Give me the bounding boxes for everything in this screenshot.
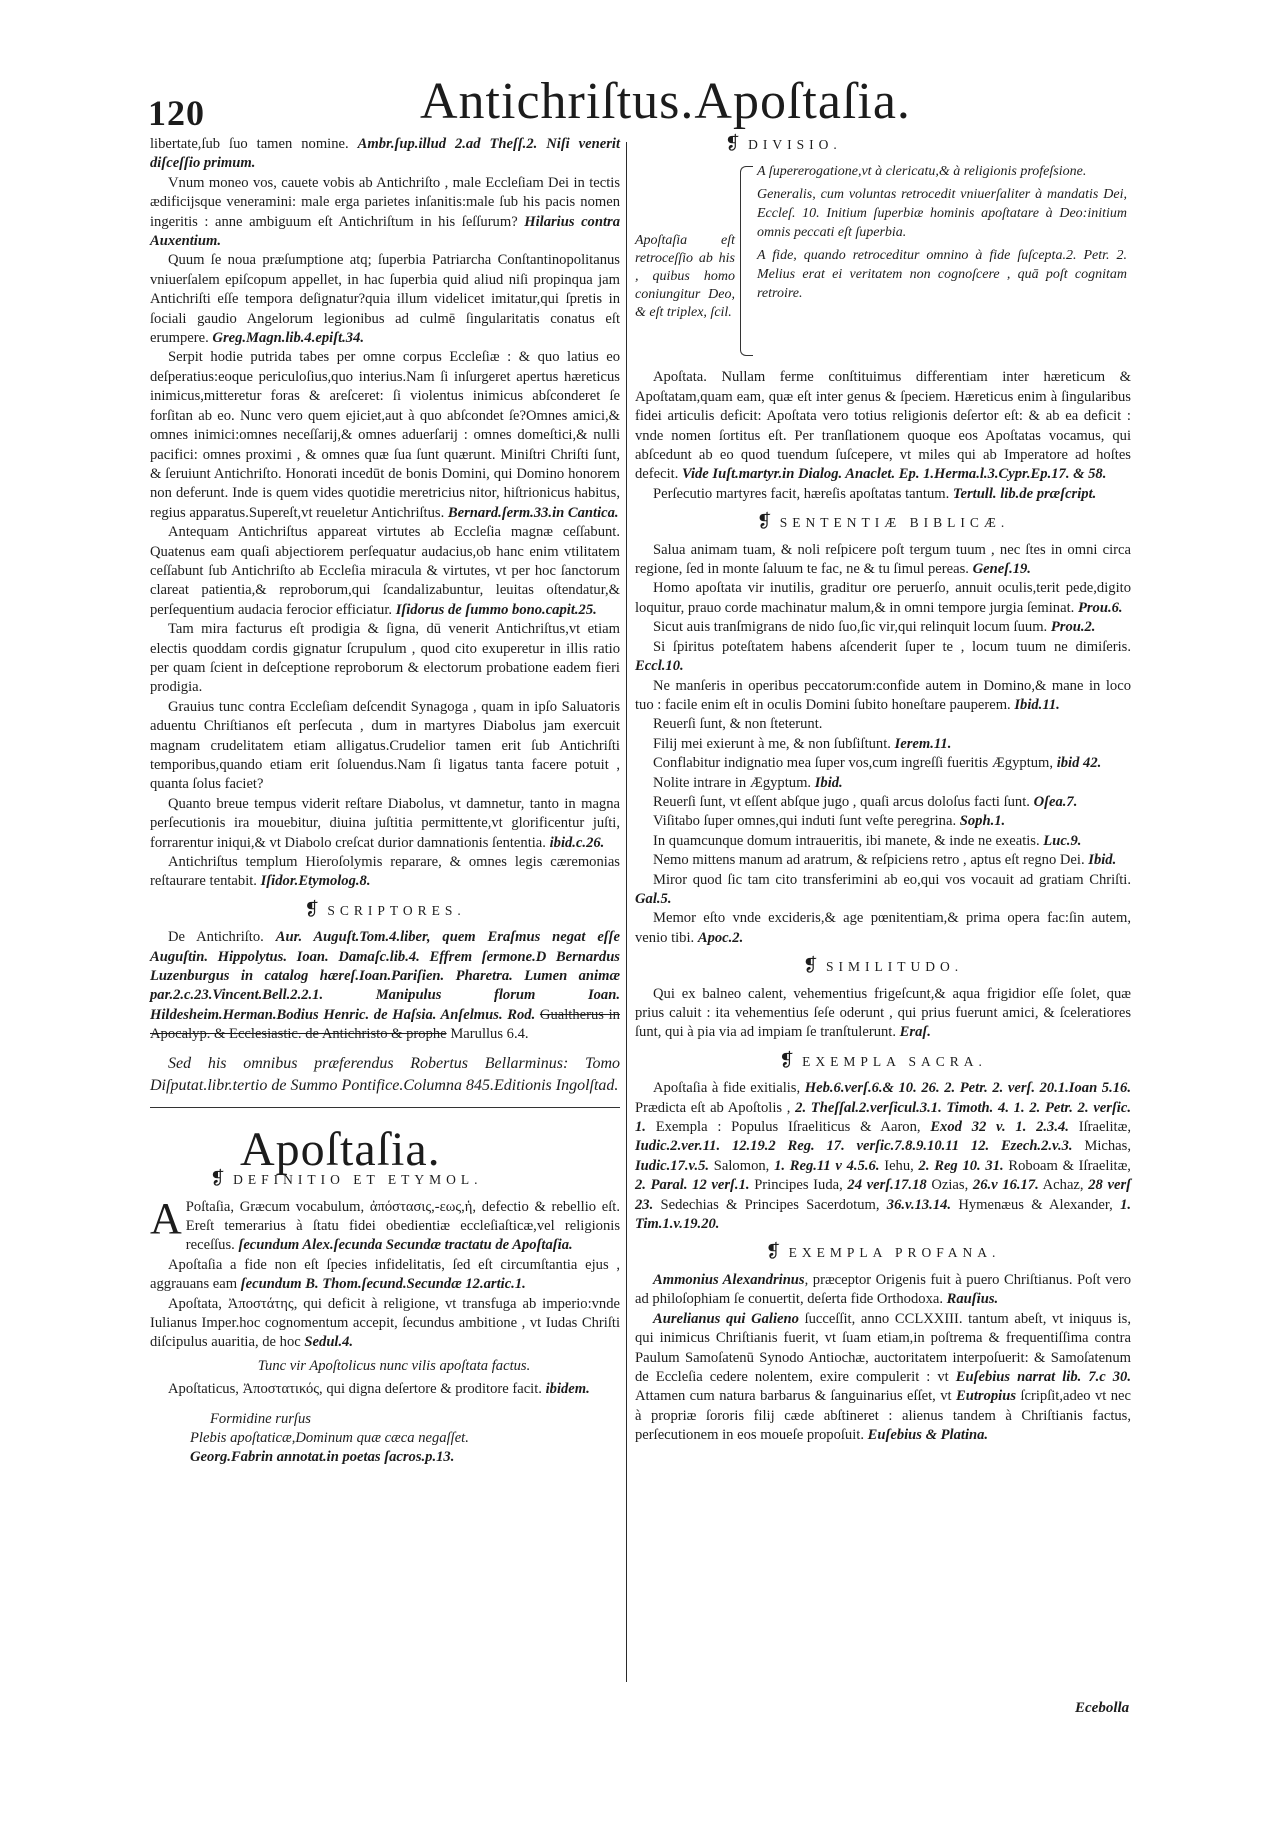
division-items [757, 162, 1127, 307]
paragraph: Apoſtata. Nullam ferme conſtituimus differentiam inter hæreticum & Apoſtatam,quam eam, quæ eſt inter genus & ſpeciem. Hæreticus enim à ſingularibus fidei articulis deficit: Apoſtata vero totius religionis deſertor eſt: & ab ea deficit : vnde nomen ſortitus eſt. Per tranſlationem quoque eos Apoſtatas vocamus, qui abſcedunt ab eo quod tuendum ſuſcepere, vt miles qui ab Imperatore ad hoſtes defecit. Vide Iuſt.martyr.in Dialog. Anaclet. Ep. 1.Herma.l.3.Cypr.Ep.17. & 58. [635, 369, 1131, 483]
catchword: Ecebolla [1075, 1700, 1130, 1716]
paragraph: Reuerſi ſunt, vt eſſent abſque jugo , quaſi arcus doloſus facti ſunt. Oſea.7. [653, 793, 1078, 810]
paragraph: Miror quod ſic tam cito transferimini ab eo,qui vos vocauit ad gratiam Chriſti. Gal.5. [635, 871, 1131, 907]
paragraph: Grauius tunc contra Eccleſiam deſcendit Synagoga , quam in ipſo Saluatoris aduentu Chriſtianos eſt perſecuta , dum in martyres Diabolus jam exercuit magnam crudelitatem etiam alligatus.Crudelior tamen erit ſub Antichriſti temporibus,quando etiam erit ſoluendus.Nam ſi ligatus tanta facere potuit , quanta ſolus faciet? [150, 698, 620, 793]
paragraph: Viſitabo ſuper omnes,qui induti ſunt veſte peregrina. Soph.1. [653, 813, 1006, 830]
paragraph: Homo apoſtata vir inutilis, graditur ore peruerſo, annuit oculis,terit pede,digito loquitur, prauo corde machinatur malum,& in omni tempore jurgia ſeminat. Prou.6. [635, 580, 1131, 616]
paragraph: Apoſtaticus, Ἀποστατικός, qui digna deſertore & proditore facit. ibidem. [168, 1381, 590, 1398]
division-lead: Apoſtaſia eſt retroceſſio ab his , quibus homo coniungitur Deo, & eſt triplex, ſcil. [635, 233, 735, 321]
section-divider [150, 1107, 620, 1108]
paragraph: Vnum moneo vos, cauete vobis ab Antichriſto , male Eccleſiam Dei in tectis ædificijsque veneramini: male erga parietes inſanitis:male ſub his pacis nomen ingeritis : anne ambiguum eſt Antichriſtum in his ſeſſurum? Hilarius contra Auxentium. [150, 174, 620, 250]
left-column [150, 135, 620, 1468]
paragraph: Filij mei exierunt à me, & non ſubſiſtunt. Ierem.11. [653, 735, 952, 752]
pilcrow-icon: ❡ [304, 898, 320, 919]
footnote: Formidine rurſus Plebis apoſtaticæ,Dominum quæ cæca negaſſet. Georg.Fabrin annotat.in poetas ſacros.p.13. [190, 1410, 469, 1466]
paragraph: Antichriſtus templum Hieroſolymis reparare, & omnes legis cæremonias reſtaurare tentabit. Iſidor.Etymolog.8. [150, 854, 620, 890]
paragraph: Aurelianus qui Galieno ſucceſſit, anno CCLXXIII. tantum abeſt, vt iniquus is, qui inimicus Chriſtianis fuerit, vt ſuam etiam,in poſtrema & frequentiſſima contra Paulum Samoſatenū Synodo Antiochæ, auctoritatem interpoſuerit: & Samoſatenum de Eccleſia cedere nolentem, exire compulerit : vt Euſebius narrat lib. 7.c 30. Attamen cum natura barbarus & ſanguinarius eſſet, vt Eutropius ſcripſit,adeo vt nec à propriæ ſororis filij cæde abſtineret : alienus tandem à Chriſtianis factus, perſecutionem in eos moueſe propoſuit. Euſebius & Platina. [635, 1310, 1132, 1444]
division-item: Generalis, cum voluntas retrocedit vniuerſaliter à mandatis Dei, Eccleſ. 10. Initium ſuperbiæ hominis apoſtatare à Deo:initium omnis peccati eſt ſuperbia. [757, 187, 1127, 241]
paragraph: Apoſtaſia à fide exitialis, Heb.6.verſ.6.& 10. 26. 2. Petr. 2. verſ. 20.1.Ioan 5.16. Prædicta eſt ab Apoſtolis , 2. Theſſal.2.verſicul.3.1. Timoth. 4. 1. 2. Petr. 2. verſic. 1. Exempla : Populus Iſraeliticus & Aaron, Exod 32 v. 1. 2.3.4. Iſraelitæ, Iudic.2.ver.11. 12.19.2 Reg. 17. verſic.7.8.9.10.11 12. Ezech.2.v.3. Michas, Iudic.17.v.5. Salomon, 1. Reg.11 v 4.5.6. Iehu, 2. Reg 10. 31. Roboam & Iſraelitæ, 2. Paral. 12 verſ.1. Principes Iuda, 24 verſ.17.18 Ozias, 26.v 16.17. Achaz, 28 verſ 23. Sedechias & Principes Sacerdotum, 36.v.13.14. Hymenæus & Alexander, 1. Tim.1.v.19.20. [635, 1080, 1132, 1233]
paragraph: Qui ex balneo calent, vehementius frigeſcunt,& aqua frigidior eſſe ſolet, quæ prius caluit : ita vehementius ſeſe oderunt , qui prius fuerunt amici, & ſceleratiores ſunt, qui à pia via ad impiam ſe tranſtulerunt. Eraſ. [635, 985, 1131, 1041]
paragraph: Memor eſto vnde excideris,& age pœnitentiam,& prima opera fac:ſin autem, venio tibi. Apoc.2. [635, 910, 1131, 946]
paragraph: Salua animam tuam, & noli reſpicere poſt tergum tuum , nec ſtes in omni circa regione, ſed in monte ſaluum te fac, ne & tu ſimul pereas. Geneſ.19. [635, 541, 1131, 578]
paragraph: Reuerſi ſunt, & non ſteterunt. [653, 716, 823, 733]
paragraph: Conflabitur indignatio mea ſuper vos,cum ingreſſi fueritis Ægyptum, ibid 42. [653, 755, 1102, 772]
pilcrow-icon: ❡ [725, 133, 741, 153]
paragraph: De Antichriſto. Aur. Auguſt.Tom.4.liber, quem Eraſmus negat eſſe Auguſtin. Hippolytus. Ioan. Damaſc.lib.4. Effrem ſermone.D Bernardus Luzenburgus in catalog hæreſ.Ioan.Pariſien. Pharetra. Lumen animæ par.2.c.23.Vincent.Bell.2.2.1. Manipulus florum Ioan. Hildesheim.Herman.Bodius Henric. de Haſsia. Anſelmus. Rod. Gualtherus in Apocalyp. & Ecclesiastic. de Antichristo & prophe Marullus 6.4. [150, 929, 620, 1043]
struck-text: Gualtherus in Apocalyp. & Ecclesiastic. de Antichristo & prophe [150, 1006, 620, 1043]
section-heading-definitio: ❡ DEFINITIO ET ETYMOL. [210, 1168, 483, 1189]
drop-cap: A [150, 1193, 182, 1243]
paragraph: Serpit hodie putrida tabes per omne corpus Eccleſiæ : & quo latius eo deſperatius:eoque periculoſius,quo interius.Nam ſi inſurgeret apertus hæreticus inimicus,mitteretur foras & areſceret: ſi violentus inimicus abſconderet ſe forſitan ab eo. Nunc vero quem ejiciet,aut à quo abſcondet ſe?Omnes amici,& omnes inimici:omnes neceſſarij,& omnes aduerſarij : omnes domeſtici,& nulli pacifici: omnes proximi , & omnes quæ ſua ſunt quærunt. Miniſtri Chriſti ſunt, & ſeruiunt Antichriſto. Honorati incedūt de bonis Domini, qui Domino honorem non deferunt. Inde is quem vides quotidie meretricius nitor, hiſtrionicus habitus, regius apparatus.Supereſt,vt reueletur Antichriſtus. Bernard.ſerm.33.in Cantica. [150, 349, 620, 521]
paragraph: libertate,ſub ſuo tamen nomine. Ambr.ſup.illud 2.ad Theſſ.2. Niſi venerit diſceſſio primum. [150, 136, 621, 172]
paragraph: Tam mira facturus eſt prodigia & ſigna, dū venerit Antichriſtus,vt etiam electis quoddam cordis gignatur ſcrupulum , quod cito exuperetur in illis ratio per quam ſcient in deſceptione reproborum & electorum probatione eadem fieri prodigia. [150, 621, 620, 696]
section-heading-divisio: ❡ DIVISIO. [725, 133, 842, 153]
paragraph: A Poſtaſia, Græcum vocabulum, ἀπόστασις,-εως,ἡ, defectio & rebellio eſt. Ereſt temerarius à ſtatu fidei obedientiæ eccleſiaſticæ,vel religionis receſſus. ſecundum Alex.ſecunda Secundæ tractatu de Apoſtaſia. [150, 1193, 620, 1254]
section-heading-similitudo: ❡ SIMILITUDO. [802, 955, 964, 976]
column-divider [626, 142, 627, 1682]
paragraph: Ammonius Alexandrinus, præceptor Origenis fuit à puero Chriſtianus. Poſt vero ad philoſophiam ſe conuertit, deſerta fide Orthodoxa. Rauſius. [635, 1271, 1131, 1308]
paragraph: Antequam Antichriſtus appareat virtutes ab Eccleſia magnæ ceſſabunt. Quatenus eam quaſi abjectiorem perſequatur audacius,ob hanc enim vtilitatem ceſſabunt ſub Antichriſto ab Eccleſia miracula & virtutes, vt per hoc ſanctorum clareat patientia,& reproborum,qui ſcandalizabuntur, leuitas oſtendatur,& perſequentium audacia ferocior efficiatur. Iſidorus de ſummo bono.capit.25. [150, 524, 620, 618]
section-heading-sacra: ❡ EXEMPLA SACRA. [779, 1049, 987, 1070]
paragraph: Ne manſeris in operibus peccatorum:confide autem in Domino,& mane in loco tuo : facile enim eſt in oculis Domini ſubito honeſtare pauperem. Ibid.11. [635, 677, 1131, 713]
brace-icon [740, 166, 753, 356]
pilcrow-icon: ❡ [779, 1049, 795, 1070]
paragraph: Quanto breue tempus viderit reſtare Diabolus, vt damnetur, tanto in magna perſecutionis ira mouebitur, diuina juſtitia permittente,vt glorificentur juſti, forrarentur iniqui,& vt Diabolo creſcat durior damnationis ſententia. ibid.c.26. [150, 795, 620, 851]
pilcrow-icon: ❡ [210, 1168, 226, 1189]
section-heading-scriptores: ❡ SCRIPTORES. [304, 898, 466, 919]
paragraph: Apoſtaſia a fide non eſt ſpecies infidelitatis, ſed eſt circumſtantia ejus , aggrauans eam ſecundum B. Thom.ſecund.Secundæ 12.artic.1. [150, 1256, 620, 1293]
paragraph: In quamcunque domum intraueritis, ibi manete, & inde ne exeatis. Luc.9. [653, 832, 1082, 849]
division-item: A ſupererogatione,vt à clericatu,& à religionis profeſsione. [757, 164, 1087, 180]
section-heading-biblicae: ❡ SENTENTIÆ BIBLICÆ. [756, 511, 1010, 532]
division-item: A fide, quando retroceditur omnino à fide ſuſcepta.2. Petr. 2. Melius erat ei veritatem non cognoſcere , quā poſt cognitam retroire. [757, 248, 1127, 302]
paragraph: Nolite intrare in Ægyptum. Ibid. [653, 774, 843, 791]
paragraph: Nemo mittens manum ad aratrum, & reſpiciens retro , aptus eſt regno Dei. Ibid. [653, 852, 1117, 869]
paragraph: Sed his omnibus præferendus Robertus Bellarminus: Tomo Diſputat.libr.tertio de Summo Pontifice.Columna 845.Editionis Ingolſtad. [150, 1054, 620, 1094]
division-table [635, 162, 1131, 362]
page-number: 120 [148, 93, 205, 133]
paragraph: Quum ſe noua præſumptione atq; ſuperbia Patriarcha Conſtantinopolitanus vniuerſalem epiſcopum appellet, in hac ſuperbia quid aliud niſi propinqua jam Antichriſti eſſe tempora deſignatur?quia illum videlicet imitatur,qui ſpretis in ſociali gaudio Angelorum legionibus ad culmē ſingularitatis conatus eſt erumpere. Greg.Magn.lib.4.epiſt.34. [150, 252, 620, 347]
pilcrow-icon: ❡ [756, 511, 772, 532]
paragraph: Apoſtata, Ἀποστάτης, qui deficit à religione, vt transfuga ab imperio:vnde Iulianus Imper.hoc cognomentum accepit, ſecundus ambitione , vt Iudas Chriſti diſcipulus auaritia, de hoc Sedul.4. [150, 1295, 620, 1351]
running-title: Antichriſtus.Apoſtaſia. [420, 73, 911, 130]
paragraph: Perſecutio martyres facit, hæreſis apoſtatas tantum. Tertull. lib.de præſcript. [653, 485, 1097, 502]
right-column [635, 132, 1131, 1446]
section-heading-profana: ❡ EXEMPLA PROFANA. [765, 1241, 1001, 1262]
verse-quote: Tunc vir Apoſtolicus nunc vilis apoſtata factus. [257, 1357, 531, 1374]
chapter-title: Apoſtaſia. [240, 1122, 441, 1176]
paragraph: Si ſpiritus poteſtatem habens aſcenderit ſuper te , locum tuum ne dimiſeris. Eccl.10. [635, 638, 1131, 675]
pilcrow-icon: ❡ [802, 955, 818, 976]
pilcrow-icon: ❡ [765, 1241, 781, 1262]
paragraph: Sicut auis tranſmigrans de nido ſuo,ſic vir,qui relinquit locum ſuum. Prou.2. [653, 619, 1096, 636]
